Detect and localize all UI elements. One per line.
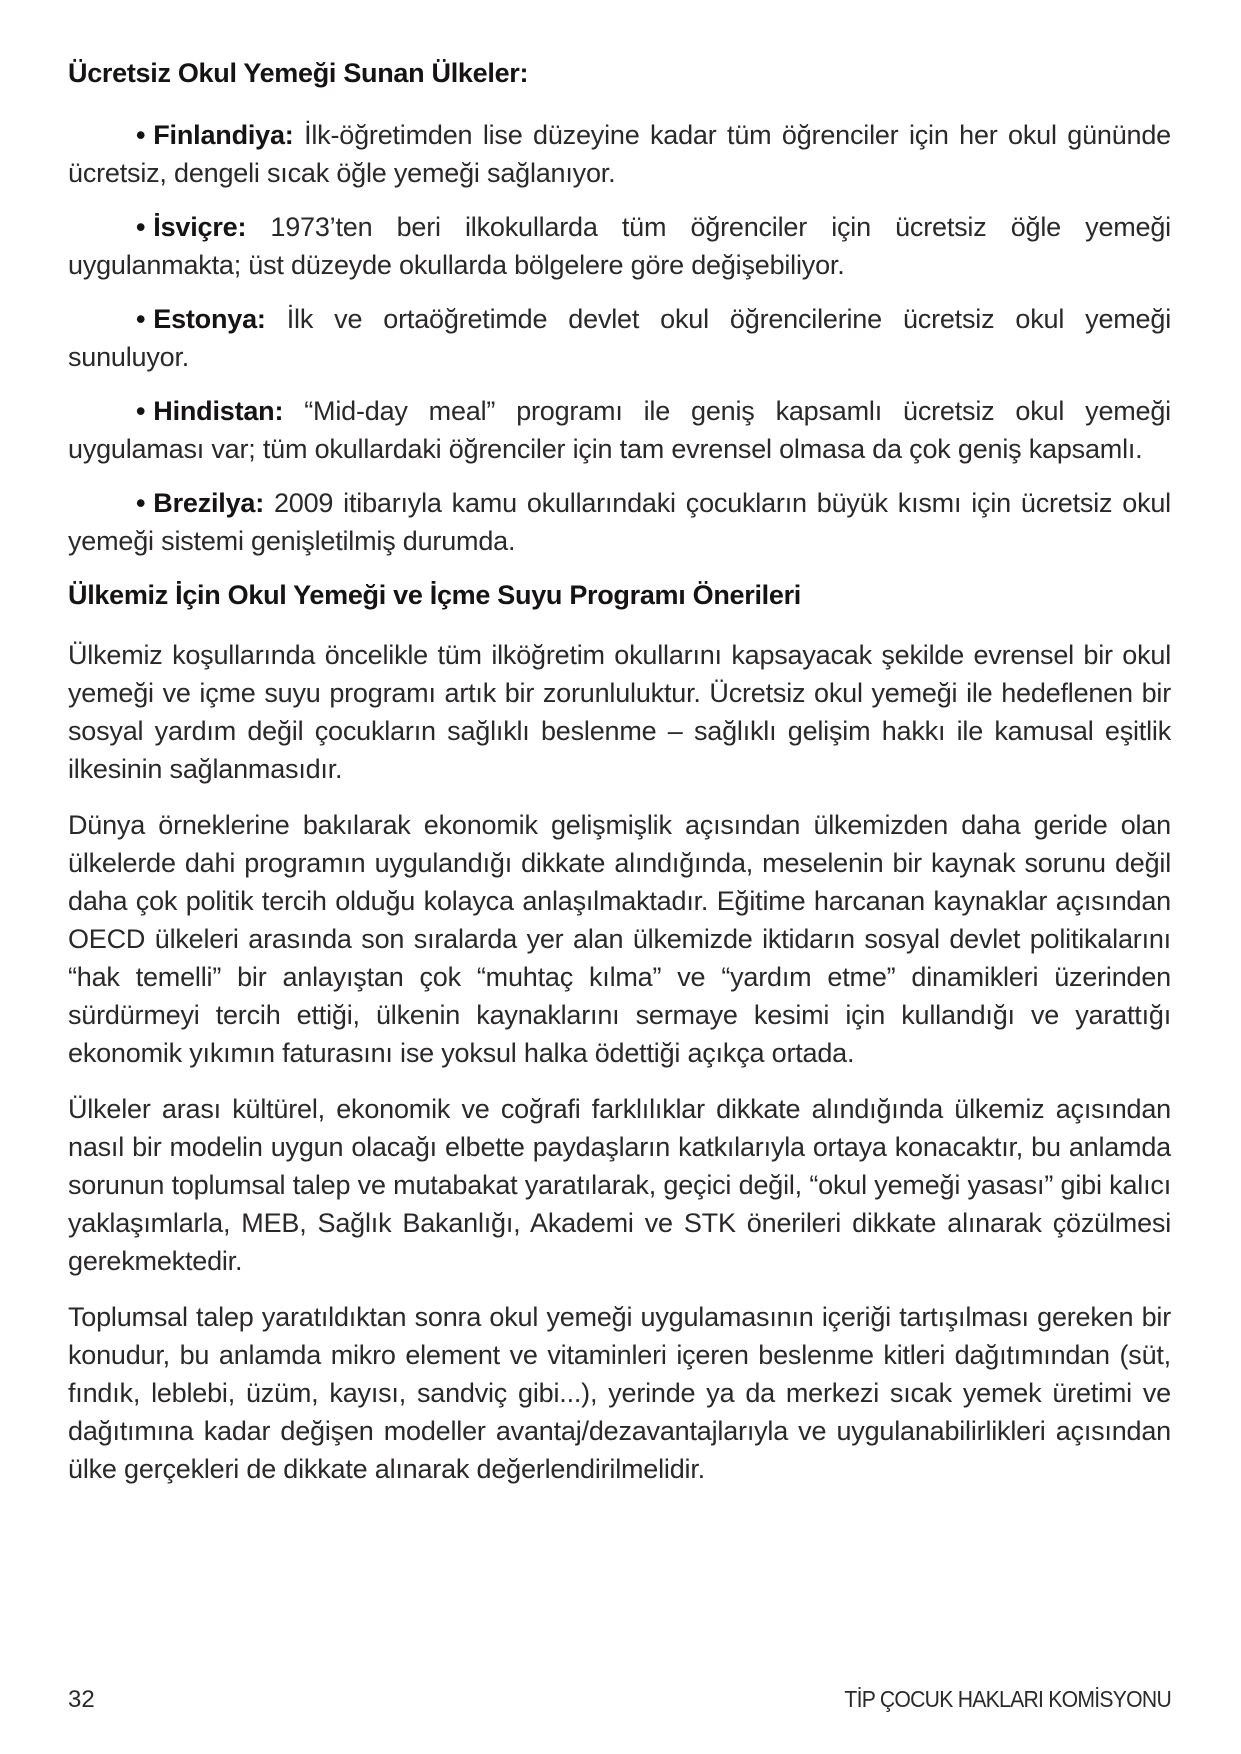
bullet-icon: • bbox=[136, 488, 146, 518]
page-content bbox=[68, 54, 1171, 1506]
bullet-text: 2009 itibarıyla kamu okullarındaki çocukların büyük kısmı için ücretsiz okul yemeği sistemi genişletilmiş durumda. bbox=[68, 488, 1171, 556]
bullet-label: Finlandiya: bbox=[153, 120, 294, 150]
bullet-item-estonia bbox=[68, 300, 1171, 376]
page-number: 32 bbox=[68, 1686, 95, 1713]
section-heading-proposals: Ülkemiz İçin Okul Yemeği ve İçme Suyu Programı Önerileri bbox=[68, 580, 802, 610]
page-footer bbox=[68, 1686, 1171, 1714]
paragraph-universal-program: Ülkemiz koşullarında öncelikle tüm ilköğretim okullarını kapsayacak şekilde evrensel bir okul yemeği ve içme suyu programı artık bir zorunluluktur. Ücretsiz okul yemeği ile hedeflenen bir sosyal yardım değil çocukların sağlıklı beslenme – sağlıklı gelişim hakkı ile kamusal eşitlik ilkesinin sağlanmasıdır. bbox=[68, 640, 1171, 784]
bullet-label: İsviçre: bbox=[153, 212, 247, 242]
bullet-label: Estonya: bbox=[153, 304, 266, 334]
bullet-icon: • bbox=[136, 396, 146, 426]
paragraph-political-choice: Dünya örneklerine bakılarak ekonomik gelişmişlik açısından ülkemizden daha geride olan ülkelerde dahi programın uygulandığı dikkate alındığında, meselenin bir kaynak sorunu değil daha çok politik tercih olduğu kolayca anlaşılmaktadır. Eğitime harcanan kaynaklar açısından OECD ülkeleri arasında son sıralarda yer alan ülkemizde iktidarın sosyal devlet politikalarını “hak temelli” bir anlayıştan çok “muhtaç kılma” ve “yardım etme” dinamikleri üzerinden sürdürmeyi tercih ettiği, ülkenin kaynaklarını sermaye kesimi için kullandığı ve yarattığı ekonomik yıkımın faturasını ise yoksul halka ödettiği açıkça ortada. bbox=[68, 810, 1171, 1068]
bullet-label: Brezilya: bbox=[153, 488, 265, 518]
bullet-item-finland bbox=[68, 116, 1171, 192]
bullet-text: İlk ve ortaöğretimde devlet okul öğrencilerine ücretsiz okul yemeği sunuluyor. bbox=[68, 304, 1171, 372]
bullet-item-brazil bbox=[68, 484, 1171, 560]
bullet-text: İlk-öğretimden lise düzeyine kadar tüm öğrenciler için her okul gününde ücretsiz, dengeli sıcak öğle yemeği sağlanıyor. bbox=[68, 120, 1171, 188]
bullet-icon: • bbox=[136, 304, 146, 334]
paragraph-implementation-models: Toplumsal talep yaratıldıktan sonra okul yemeği uygulamasının içeriği tartışılması gereken bir konudur, bu anlamda mikro element ve vitaminleri içeren beslenme kitleri dağıtımından (süt, fındık, leblebi, üzüm, kayısı, sandviç gibi...), yerinde ya da merkezi sıcak yemek üretimi ve dağıtımına kadar değişen modeller avantaj/dezavantajlarıyla ve uygulanabilirlikleri açısından ülke gerçekleri de dikkate alınarak değerlendirilmelidir. bbox=[68, 1302, 1171, 1484]
bullet-item-india bbox=[68, 392, 1171, 468]
paragraph-model-consensus: Ülkeler arası kültürel, ekonomik ve coğrafi farklılıklar dikkate alındığında ülkemiz açısından nasıl bir modelin uygun olacağı elbette paydaşların katkılarıyla ortaya konacaktır, bu anlamda sorunun toplumsal talep ve mutabakat yaratılarak, geçici değil, “okul yemeği yasası” gibi kalıcı yaklaşımlarla, MEB, Sağlık Bakanlığı, Akademi ve STK önerileri dikkate alınarak çözülmesi gerekmektedir. bbox=[68, 1094, 1171, 1276]
section-heading-countries: Ücretsiz Okul Yemeği Sunan Ülkeler: bbox=[68, 58, 529, 88]
bullet-text: “Mid-day meal” programı ile geniş kapsamlı ücretsiz okul yemeği uygulaması var; tüm okullardaki öğrenciler için tam evrensel olmasa da çok geniş kapsamlı. bbox=[68, 396, 1171, 464]
bullet-icon: • bbox=[136, 212, 146, 242]
bullet-icon: • bbox=[136, 120, 146, 150]
bullet-item-switzerland bbox=[68, 208, 1171, 284]
footer-commission-title: TİP ÇOCUK HAKLARI KOMİSYONU bbox=[844, 1686, 1171, 1712]
bullet-text: 1973’ten beri ilkokullarda tüm öğrenciler için ücretsiz öğle yemeği uygulanmakta; üst düzeyde okullarda bölgelere göre değişebiliyor. bbox=[68, 212, 1171, 280]
bullet-label: Hindistan: bbox=[153, 396, 284, 426]
